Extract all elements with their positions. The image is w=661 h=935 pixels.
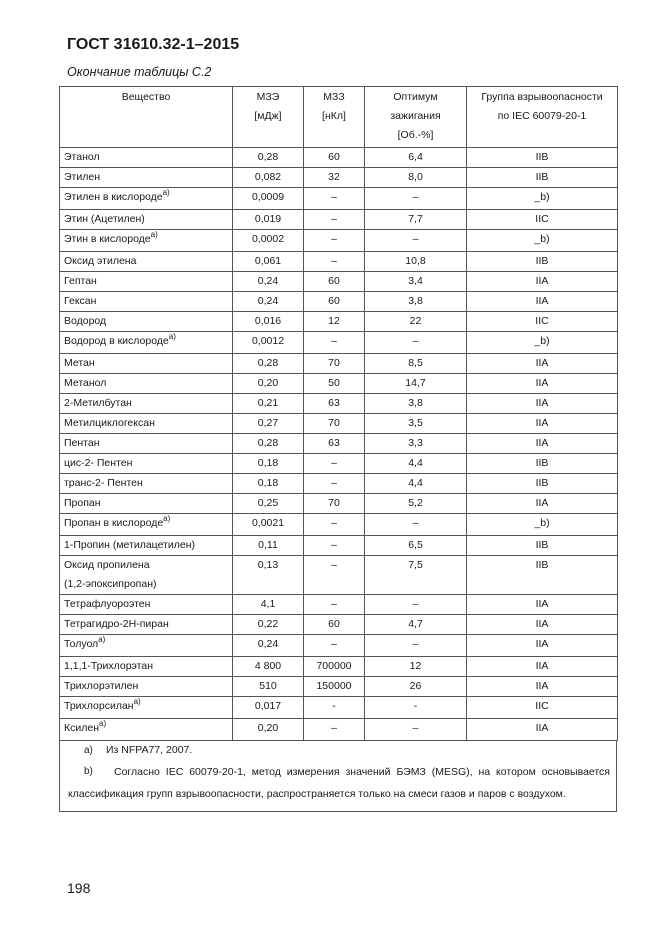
- cell-mic: 60: [304, 615, 365, 635]
- table-row: [60, 332, 618, 354]
- cell-optimum: 7,7: [365, 210, 467, 230]
- table-row: [60, 697, 618, 719]
- cell-mic: –: [304, 332, 365, 354]
- cell-substance: Тетрагидро-2Н-пиран: [60, 615, 233, 635]
- cell-substance: 1,1,1-Трихлорэтан: [60, 657, 233, 677]
- cell-mie: 0,0021: [233, 514, 304, 536]
- cell-optimum: -: [365, 697, 467, 719]
- cell-group: IIA: [467, 354, 618, 374]
- footnote-b-mark: b): [84, 766, 93, 777]
- table-row: [60, 374, 618, 394]
- table-row: [60, 148, 618, 168]
- footnote-ref: а): [168, 332, 176, 341]
- cell-mic: 70: [304, 354, 365, 374]
- table-row: [60, 635, 618, 657]
- cell-group: IIC: [467, 697, 618, 719]
- cell-group: IIA: [467, 677, 618, 697]
- cell-mic: –: [304, 595, 365, 615]
- cell-mic: 12: [304, 312, 365, 332]
- cell-optimum: 6,4: [365, 148, 467, 168]
- cell-mie: 0,18: [233, 474, 304, 494]
- cell-mic: 60: [304, 292, 365, 312]
- cell-optimum: –: [365, 230, 467, 252]
- cell-optimum: 8,0: [365, 168, 467, 188]
- cell-optimum: –: [365, 719, 467, 741]
- cell-mic: –: [304, 210, 365, 230]
- cell-optimum: 3,3: [365, 434, 467, 454]
- cell-optimum: 5,2: [365, 494, 467, 514]
- cell-group: IIA: [467, 615, 618, 635]
- cell-group: IIA: [467, 374, 618, 394]
- cell-substance: Трихлорсилан$^{а)}$: [60, 697, 233, 719]
- header-mie: МЗЭ [мДж]: [233, 87, 304, 148]
- footnotes: [59, 740, 617, 812]
- cell-mie: 4 800: [233, 657, 304, 677]
- table-row: [60, 434, 618, 454]
- cell-mic: 70: [304, 414, 365, 434]
- cell-mie: 0,28: [233, 354, 304, 374]
- cell-group: IIA: [467, 719, 618, 741]
- cell-substance: Метан: [60, 354, 233, 374]
- document-title: ГОСТ 31610.32-1–2015: [67, 36, 240, 53]
- cell-mie: 0,18: [233, 454, 304, 474]
- cell-mie: 0,27: [233, 414, 304, 434]
- cell-group: IIB: [467, 556, 618, 595]
- cell-mie: 0,24: [233, 292, 304, 312]
- cell-mie: 0,25: [233, 494, 304, 514]
- cell-substance: Водород: [60, 312, 233, 332]
- cell-substance: Этилен: [60, 168, 233, 188]
- cell-substance: Метанол: [60, 374, 233, 394]
- cell-mie: 0,24: [233, 635, 304, 657]
- cell-mic: 60: [304, 148, 365, 168]
- cell-mie: 0,21: [233, 394, 304, 414]
- cell-mic: 60: [304, 272, 365, 292]
- cell-group: IIA: [467, 595, 618, 615]
- cell-substance: Трихлорэтилен: [60, 677, 233, 697]
- cell-mie: 0,0012: [233, 332, 304, 354]
- table-row: [60, 414, 618, 434]
- footnote-ref: а): [150, 230, 158, 239]
- cell-group: IIA: [467, 657, 618, 677]
- cell-optimum: –: [365, 514, 467, 536]
- cell-mic: –: [304, 556, 365, 595]
- cell-substance: Пентан: [60, 434, 233, 454]
- cell-mie: 0,28: [233, 434, 304, 454]
- cell-mic: –: [304, 474, 365, 494]
- cell-substance: транс-2- Пентен: [60, 474, 233, 494]
- cell-mie: 0,019: [233, 210, 304, 230]
- page-number: 198: [67, 880, 91, 896]
- cell-substance: Тетрафлуороэтен: [60, 595, 233, 615]
- table-row: [60, 230, 618, 252]
- cell-mie: 0,20: [233, 374, 304, 394]
- cell-substance: 1-Пропин (метилацетилен): [60, 536, 233, 556]
- cell-substance: Этанол: [60, 148, 233, 168]
- cell-substance: Гексан: [60, 292, 233, 312]
- table-row: [60, 454, 618, 474]
- footnote-ref: а): [99, 719, 107, 728]
- table-row: [60, 595, 618, 615]
- cell-mie: 0,0002: [233, 230, 304, 252]
- table-row: [60, 677, 618, 697]
- cell-optimum: 3,5: [365, 414, 467, 434]
- cell-substance: Этин (Ацетилен): [60, 210, 233, 230]
- footnote-ref: а): [133, 697, 141, 706]
- table-row: [60, 474, 618, 494]
- cell-substance: Пропан в кислороде$^{а)}$: [60, 514, 233, 536]
- cell-mic: –: [304, 230, 365, 252]
- cell-group: IIA: [467, 272, 618, 292]
- cell-substance: 2-Метилбутан: [60, 394, 233, 414]
- cell-mic: 50: [304, 374, 365, 394]
- cell-optimum: –: [365, 635, 467, 657]
- cell-optimum: 7,5: [365, 556, 467, 595]
- cell-mic: 63: [304, 394, 365, 414]
- cell-substance: Водород в кислороде$^{а)}$: [60, 332, 233, 354]
- cell-substance: Этилен в кислороде$^{а)}$: [60, 188, 233, 210]
- cell-optimum: 4,4: [365, 454, 467, 474]
- cell-group: IIB: [467, 536, 618, 556]
- header-group: Группа взрывоопасности по IEC 60079-20-1: [467, 87, 618, 148]
- cell-mic: –: [304, 188, 365, 210]
- table-row: [60, 354, 618, 374]
- table-row: [60, 312, 618, 332]
- cell-optimum: 6,5: [365, 536, 467, 556]
- cell-optimum: 10,8: [365, 252, 467, 272]
- cell-group: _b): [467, 332, 618, 354]
- cell-group: IIB: [467, 148, 618, 168]
- footnote-a: [60, 740, 616, 761]
- cell-group: IIA: [467, 394, 618, 414]
- cell-group: _b): [467, 188, 618, 210]
- cell-mic: –: [304, 536, 365, 556]
- cell-mic: 70: [304, 494, 365, 514]
- footnote-ref: а): [98, 635, 106, 644]
- cell-optimum: –: [365, 188, 467, 210]
- cell-substance: Оксид пропилена (1,2-эпоксипропан): [60, 556, 233, 595]
- table-row: [60, 292, 618, 312]
- cell-group: _b): [467, 514, 618, 536]
- cell-mie: 0,13: [233, 556, 304, 595]
- table-row: [60, 536, 618, 556]
- cell-optimum: 3,8: [365, 292, 467, 312]
- table-caption: Окончание таблицы С.2: [67, 65, 212, 79]
- table-row: [60, 615, 618, 635]
- cell-group: IIB: [467, 168, 618, 188]
- cell-mie: 0,11: [233, 536, 304, 556]
- cell-group: IIA: [467, 434, 618, 454]
- cell-optimum: 22: [365, 312, 467, 332]
- cell-mic: 63: [304, 434, 365, 454]
- cell-mic: -: [304, 697, 365, 719]
- cell-mie: 0,017: [233, 697, 304, 719]
- cell-mic: 150000: [304, 677, 365, 697]
- cell-group: _b): [467, 230, 618, 252]
- table-header-row: [60, 87, 618, 148]
- table-body: [60, 148, 618, 741]
- cell-optimum: 3,8: [365, 394, 467, 414]
- substances-table: [59, 86, 618, 741]
- cell-substance: Гептан: [60, 272, 233, 292]
- footnote-a-mark: а): [84, 745, 93, 756]
- cell-mie: 0,0009: [233, 188, 304, 210]
- header-mic: МЗЗ [нКл]: [304, 87, 365, 148]
- table-row: [60, 252, 618, 272]
- cell-mie: 0,082: [233, 168, 304, 188]
- header-optimum: Оптимум зажигания [Об.-%]: [365, 87, 467, 148]
- cell-mic: 700000: [304, 657, 365, 677]
- cell-optimum: 4,7: [365, 615, 467, 635]
- cell-group: IIB: [467, 454, 618, 474]
- cell-optimum: 26: [365, 677, 467, 697]
- table-row: [60, 556, 618, 595]
- cell-mie: 0,016: [233, 312, 304, 332]
- table-row: [60, 494, 618, 514]
- cell-optimum: 12: [365, 657, 467, 677]
- cell-mic: –: [304, 454, 365, 474]
- cell-mie: 510: [233, 677, 304, 697]
- cell-mic: 32: [304, 168, 365, 188]
- cell-optimum: 14,7: [365, 374, 467, 394]
- table-row: [60, 188, 618, 210]
- cell-substance: Этин в кислороде$^{а)}$: [60, 230, 233, 252]
- footnote-a-text: Из NFPA77, 2007.: [106, 744, 193, 756]
- cell-mie: 0,28: [233, 148, 304, 168]
- table-row: [60, 168, 618, 188]
- cell-substance: Метилциклогексан: [60, 414, 233, 434]
- cell-group: IIA: [467, 635, 618, 657]
- cell-mic: –: [304, 635, 365, 657]
- table-row: [60, 657, 618, 677]
- table-row: [60, 394, 618, 414]
- cell-mie: 4,1: [233, 595, 304, 615]
- cell-optimum: 3,4: [365, 272, 467, 292]
- footnote-ref: а): [163, 514, 171, 523]
- cell-group: IIC: [467, 312, 618, 332]
- cell-substance: Толуол$^{а)}$: [60, 635, 233, 657]
- cell-optimum: 4,4: [365, 474, 467, 494]
- table-row: [60, 719, 618, 741]
- cell-mic: –: [304, 514, 365, 536]
- cell-group: IIB: [467, 252, 618, 272]
- cell-mie: 0,22: [233, 615, 304, 635]
- cell-mic: –: [304, 252, 365, 272]
- cell-substance: Пропан: [60, 494, 233, 514]
- footnote-ref: а): [162, 188, 170, 197]
- table-row: [60, 514, 618, 536]
- cell-group: IIC: [467, 210, 618, 230]
- cell-substance: Оксид этилена: [60, 252, 233, 272]
- cell-substance: Ксилен$^{а)}$: [60, 719, 233, 741]
- cell-group: IIB: [467, 474, 618, 494]
- cell-mie: 0,061: [233, 252, 304, 272]
- cell-optimum: –: [365, 332, 467, 354]
- cell-mie: 0,24: [233, 272, 304, 292]
- cell-mic: –: [304, 719, 365, 741]
- cell-substance: цис-2- Пентен: [60, 454, 233, 474]
- cell-group: IIA: [467, 414, 618, 434]
- cell-mie: 0,20: [233, 719, 304, 741]
- table-row: [60, 272, 618, 292]
- table-row: [60, 210, 618, 230]
- footnote-b-text: Согласно IEC 60079-20-1, метод измерения значений БЭМЗ (MESG), на котором основывается классификация групп взрывоопасности, распространяется только на смеси газов и паров с воздухом.: [68, 766, 610, 800]
- cell-group: IIA: [467, 292, 618, 312]
- cell-optimum: 8,5: [365, 354, 467, 374]
- cell-group: IIA: [467, 494, 618, 514]
- header-substance: Вещество: [60, 87, 233, 148]
- cell-optimum: –: [365, 595, 467, 615]
